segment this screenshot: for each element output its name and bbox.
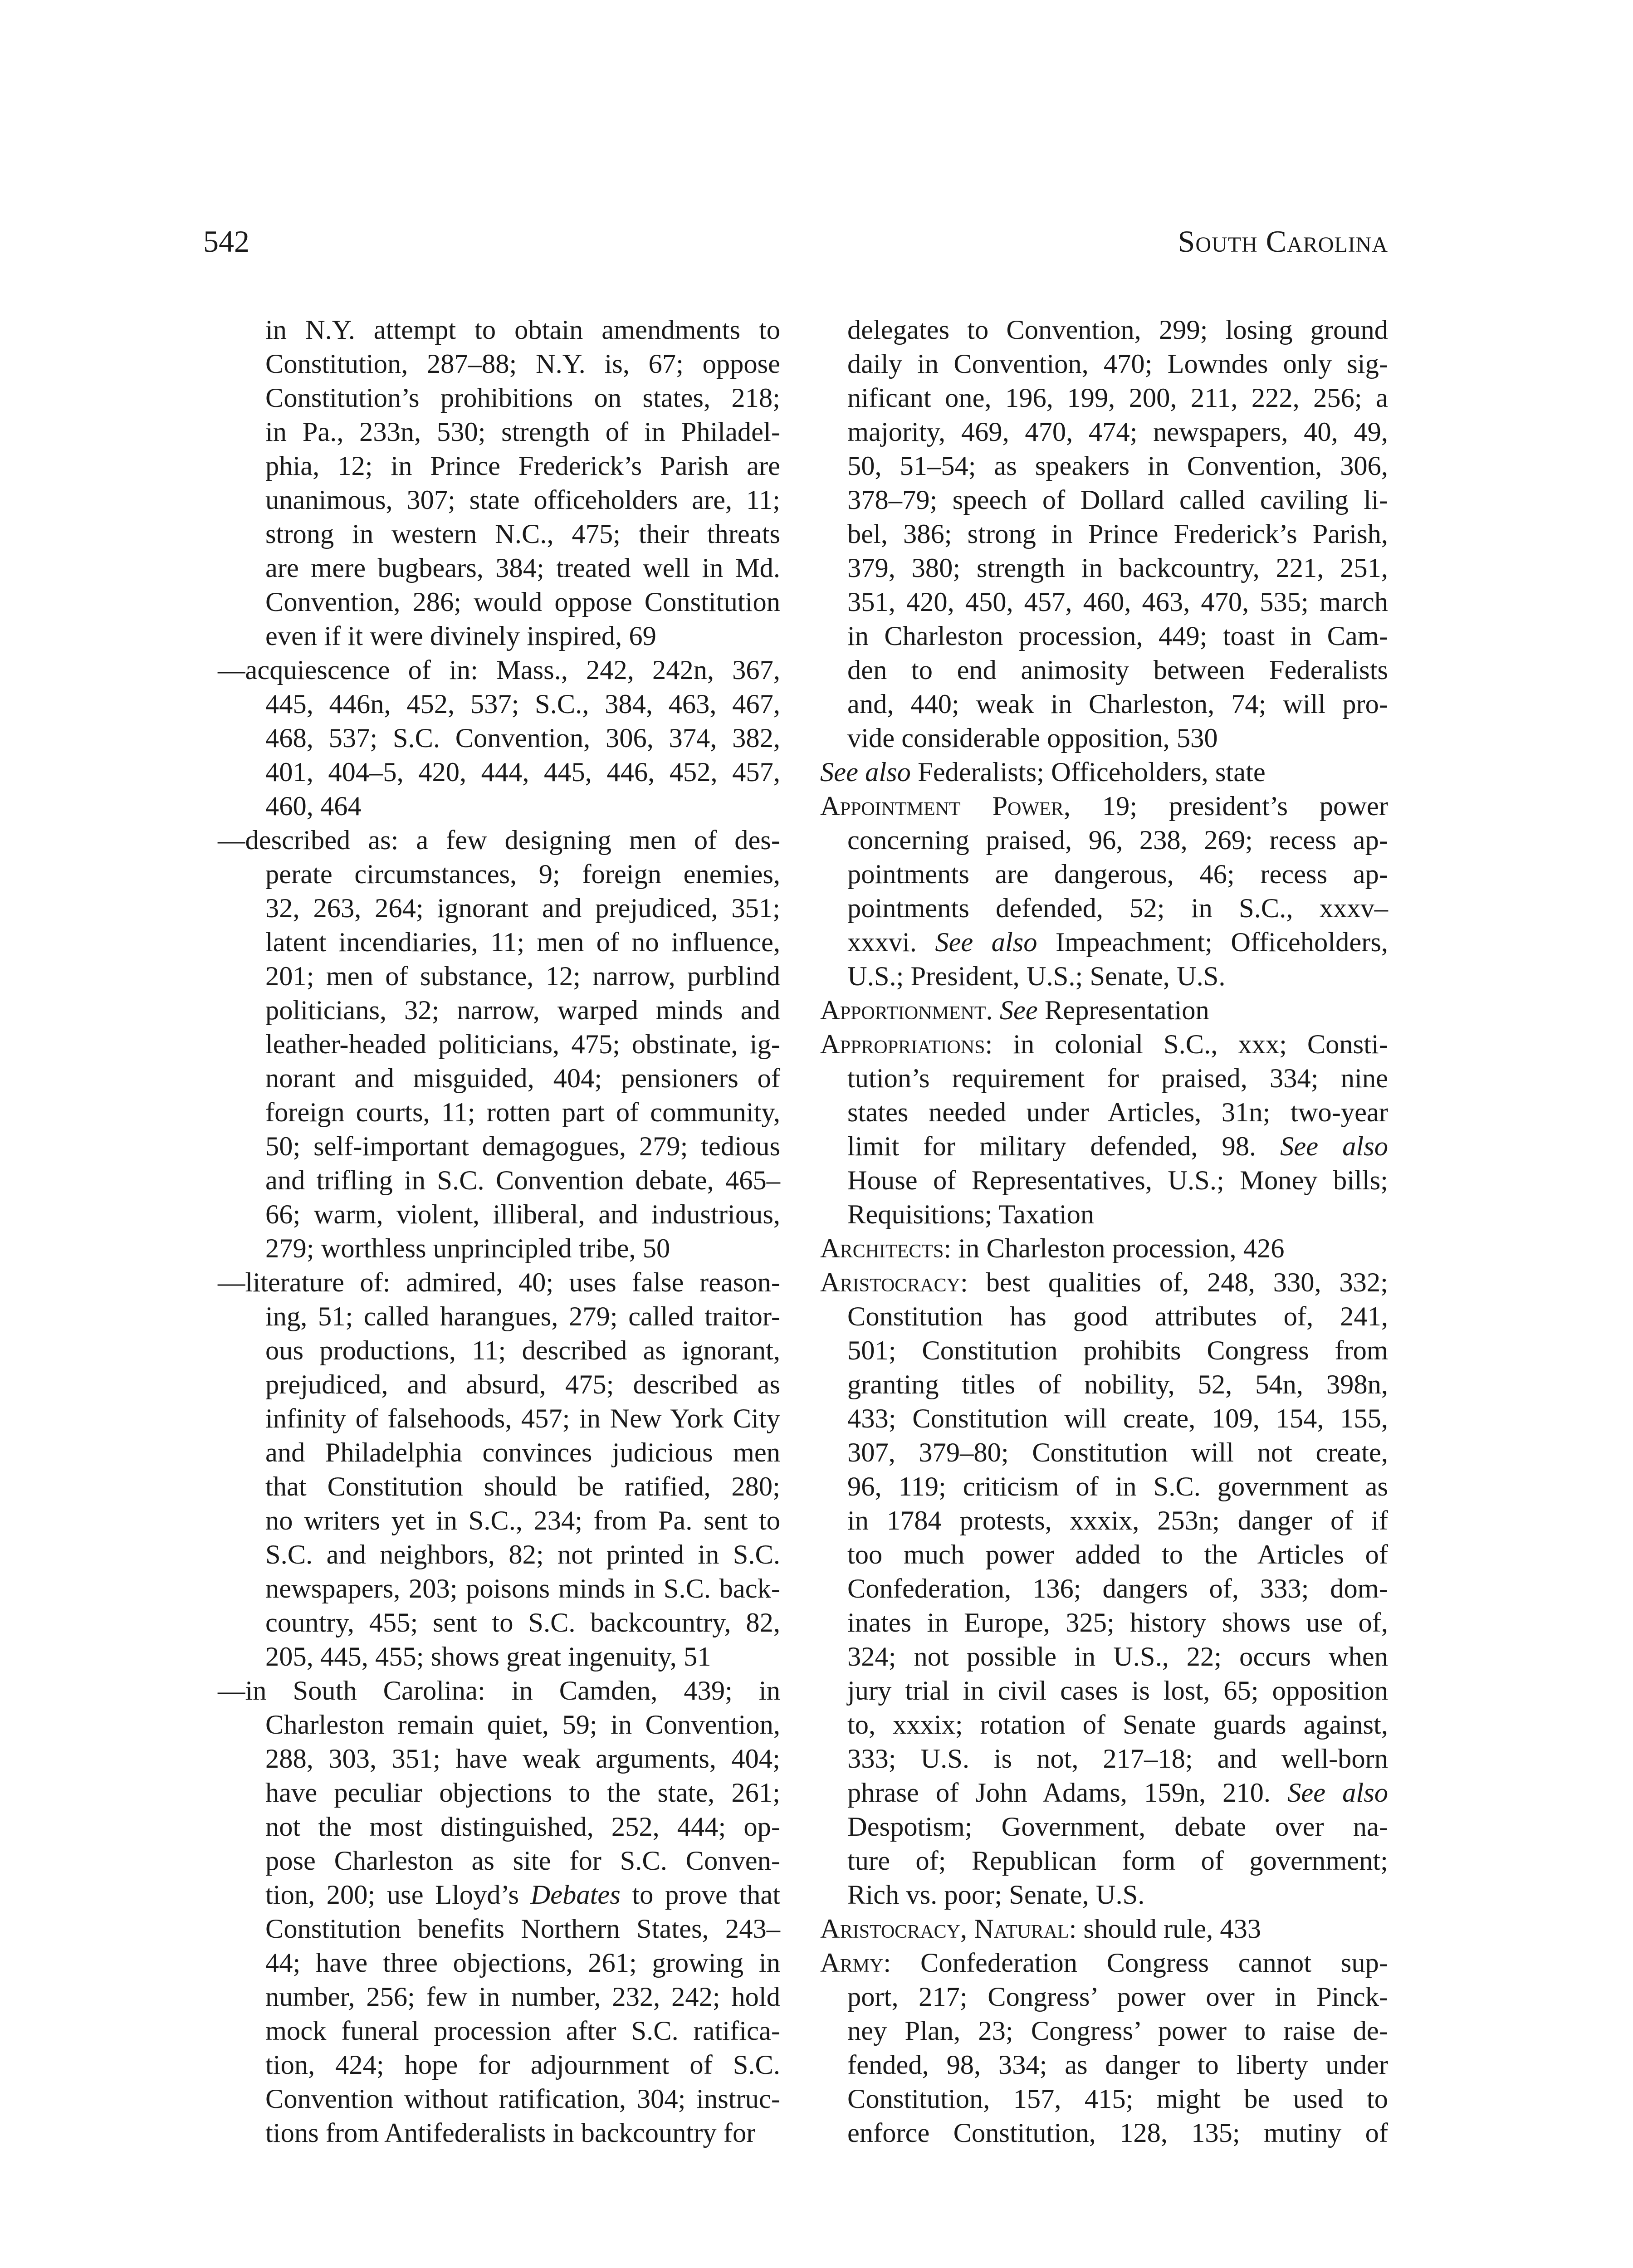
running-head: South Carolina [1178,224,1388,259]
index-text: , 19; president’s power [1063,791,1388,821]
index-line: leather-headed politicians, 475; obstinate, ig- [265,1029,780,1060]
index-line: 445, 446n, 452, 537; S.C., 384, 463, 467, [265,689,780,719]
index-text: 324; not possible in U.S., 22; occurs when [847,1642,1388,1672]
index-text: House of Representatives, U.S.; Money bills; [847,1165,1388,1196]
index-line [820,1300,1388,1334]
index-line [820,1878,1388,1912]
index-line: mock funeral procession after S.C. ratifica- [265,2016,780,2046]
subentry-literature: —literature of: admired, 40; uses false reason- [218,1267,780,1298]
index-entry-head [820,1232,1388,1266]
index-text: ney Plan, 23; Congress’ power to raise de- [847,2016,1388,2046]
index-text: U.S.; President, U.S.; Senate, U.S. [847,961,1226,992]
index-line: not the most distinguished, 252, 444; op- [265,1812,780,1842]
index-line: perate circumstances, 9; foreign enemies, [265,859,780,890]
index-text: xxxvi. [847,927,917,958]
index-line: have peculiar objections to the state, 261; [265,1778,780,1808]
index-text: granting titles of nobility, 52, 54n, 398n, [847,1369,1388,1400]
headword: Appointment Power [820,791,1064,821]
index-entry-head [820,1266,1388,1300]
index-text: ture of; Republican form of government; [847,1846,1388,1876]
italic-title: Debates [530,1880,621,1910]
index-text: . [986,995,993,1026]
index-text: states needed under Articles, 31n; two-year [847,1097,1388,1128]
index-text: Impeachment; Officeholders, [1055,927,1388,958]
index-line: and trifling in S.C. Convention debate, 465– [265,1165,780,1196]
index-line [820,1640,1388,1674]
index-line [820,1470,1388,1504]
index-line [820,2014,1388,2048]
index-text: limit for military defended, 98. [847,1131,1257,1162]
index-text: pointments defended, 52; in S.C., xxxv– [847,893,1388,924]
index-text: phrase of John Adams, 159n, 210. [847,1778,1271,1808]
index-line: number, 256; few in number, 232, 242; hold [265,1982,780,2012]
headword: Apportionment [820,995,986,1026]
index-line [820,1334,1388,1368]
headword: Aristocracy [820,1267,960,1298]
index-line [820,2082,1388,2116]
index-line [820,1606,1388,1640]
index-line: nificant one, 196, 199, 200, 211, 222, 256; a [847,383,1388,413]
index-line: country, 455; sent to S.C. backcountry, 82, [265,1608,780,1638]
index-column-right [820,313,1388,2150]
index-line [820,1708,1388,1742]
index-line: 401, 404–5, 420, 444, 445, 446, 452, 457, [265,757,780,787]
index-line: and Philadelphia convinces judicious men [265,1437,780,1468]
index-text: : in colonial S.C., xxx; Consti- [985,1029,1388,1060]
index-line [820,1163,1388,1198]
index-text: enforce Constitution, 128, 135; mutiny of [847,2118,1388,2148]
index-text: port, 217; Congress’ power over in Pinck- [847,1982,1388,2012]
index-line [820,1674,1388,1708]
index-line: that Constitution should be ratified, 280; [265,1471,780,1502]
index-text: : in Charleston procession, 426 [944,1233,1285,1264]
index-text: concerning praised, 96, 238, 269; recess ap- [847,825,1388,855]
index-text: to prove that [632,1880,781,1910]
index-line: 32, 263, 264; ignorant and prejudiced, 351; [265,893,780,924]
index-line: Constitution benefits Northern States, 243– [265,1914,780,1944]
index-line: no writers yet in S.C., 234; from Pa. sent to [265,1505,780,1536]
index-line [820,1742,1388,1776]
index-line: 50, 51–54; as speakers in Convention, 306, [847,451,1388,481]
index-line [820,1198,1388,1232]
index-text: : best qualities of, 248, 330, 332; [960,1267,1388,1298]
see-also: See also [935,927,1037,958]
index-line: prejudiced, and absurd, 475; described as [265,1369,780,1400]
index-text: Despotism; Government, debate over na- [847,1812,1388,1842]
index-entry-head [820,1946,1388,1980]
index-line: phia, 12; in Prince Frederick’s Parish are [265,451,780,481]
index-text: in 1784 protests, xxxix, 253n; danger of if [847,1505,1388,1536]
index-line: 50; self-important demagogues, 279; tedious [265,1131,780,1162]
index-text: Requisitions; Taxation [847,1199,1095,1230]
index-entry-head [820,1912,1388,1946]
index-line: norant and misguided, 404; pensioners of [265,1063,780,1094]
index-column-left [218,313,781,2150]
index-line: politicians, 32; narrow, warped minds and [265,995,780,1026]
index-line: bel, 386; strong in Prince Frederick’s Parish, [847,519,1388,549]
index-line [820,1095,1388,1129]
index-line [238,1878,780,1912]
index-line [820,2048,1388,2082]
index-line: and, 440; weak in Charleston, 74; will pro- [847,689,1388,719]
index-line: strong in western N.C., 475; their threats [265,519,780,549]
index-text: 96, 119; criticism of in S.C. government as [847,1471,1388,1502]
index-text: jury trial in civil cases is lost, 65; opposition [847,1676,1388,1706]
index-line: are mere bugbears, 384; treated well in Md. [265,553,780,583]
index-line [820,1402,1388,1436]
index-line: 279; worthless unprincipled tribe, 50 [265,1233,670,1264]
index-line: Constitution’s prohibitions on states, 218; [265,383,780,413]
index-text: Constitution has good attributes of, 241, [847,1301,1388,1332]
index-line [820,1061,1388,1095]
index-line [820,1538,1388,1572]
index-line: ing, 51; called harangues, 279; called traitor- [265,1301,780,1332]
index-text: 307, 379–80; Constitution will not create, [847,1437,1388,1468]
index-line: den to end animosity between Federalists [847,655,1388,685]
index-line [820,1810,1388,1844]
index-line [820,1980,1388,2014]
index-line: 201; men of substance, 12; narrow, purblind [265,961,780,992]
index-line: daily in Convention, 470; Lowndes only sig- [847,349,1388,379]
index-line: ous productions, 11; described as ignorant, [265,1335,780,1366]
index-text: Confederation, 136; dangers of, 333; dom- [847,1574,1388,1604]
index-line: 288, 303, 351; have weak arguments, 404; [265,1744,780,1774]
index-line [820,1129,1388,1163]
index-line [820,959,1388,993]
index-line: 205, 445, 455; shows great ingenuity, 51 [265,1642,711,1672]
index-entry-head [820,993,1388,1027]
see-also: See also [1287,1778,1388,1808]
index-line [820,925,1388,959]
index-line: tions from Antifederalists in backcountry for [265,2118,756,2148]
index-text: 501; Constitution prohibits Congress from [847,1335,1388,1366]
index-line: even if it were divinely inspired, 69 [265,621,656,651]
page-number: 542 [203,224,249,259]
index-line: Convention without ratification, 304; instruc- [265,2084,780,2114]
subentry-acquiescence: —acquiescence of in: Mass., 242, 242n, 367, [218,655,780,685]
index-text: pointments are dangerous, 46; recess ap- [847,859,1388,890]
index-line [820,1436,1388,1470]
index-text: too much power added to the Articles of [847,1540,1388,1570]
index-line: 378–79; speech of Dollard called caviling li- [847,485,1388,515]
index-entry-head [820,789,1388,823]
index-text: 333; U.S. is not, 217–18; and well-born [847,1744,1388,1774]
index-line: majority, 469, 470, 474; newspapers, 40, 49, [847,417,1388,447]
index-line: newspapers, 203; poisons minds in S.C. back- [265,1574,780,1604]
index-line: Charleston remain quiet, 59; in Convention, [265,1710,780,1740]
index-text: tution’s requirement for praised, 334; nine [847,1063,1388,1094]
index-text: Federalists; Officeholders, state [918,757,1266,787]
index-line: 460, 464 [265,791,362,821]
index-line: Constitution, 287–88; N.Y. is, 67; oppose [265,349,780,379]
subentry-in-south-carolina: —in South Carolina: in Camden, 439; in [218,1676,780,1706]
index-text: : Confederation Congress cannot sup- [883,1948,1388,1978]
index-text: tion, 200; use Lloyd’s [265,1880,519,1910]
index-line [820,823,1388,857]
cross-reference [820,755,1388,789]
see-also: See also [1280,1131,1389,1162]
index-line: infinity of falsehoods, 457; in New York City [265,1403,780,1434]
index-line: in N.Y. attempt to obtain amendments to [265,315,780,345]
index-line [820,1776,1388,1810]
index-line: foreign courts, 11; rotten part of community, [265,1097,780,1128]
index-line: 66; warm, violent, illiberal, and industrious, [265,1199,780,1230]
index-line: tion, 424; hope for adjournment of S.C. [265,2050,780,2080]
subentry-described-as: —described as: a few designing men of des- [218,825,780,855]
index-line [820,1572,1388,1606]
index-line [820,1844,1388,1878]
index-line: 351, 420, 450, 457, 460, 463, 470, 535; march [847,587,1388,617]
index-text: inates in Europe, 325; history shows use of, [847,1608,1388,1638]
index-line: in Charleston procession, 449; toast in Cam- [847,621,1388,651]
headword: Architects [820,1233,944,1264]
index-line [820,891,1388,925]
index-text: : should rule, 433 [1069,1914,1261,1944]
index-line: vide considerable opposition, 530 [847,723,1218,753]
index-line: in Pa., 233n, 530; strength of in Philadel- [265,417,780,447]
index-line: 44; have three objections, 261; growing in [265,1948,780,1978]
index-text: to, xxxix; rotation of Senate guards against, [847,1710,1388,1740]
index-text: fended, 98, 334; as danger to liberty under [847,2050,1388,2080]
index-text: Representation [1044,995,1209,1026]
index-line [820,1368,1388,1402]
index-line: pose Charleston as site for S.C. Conven- [265,1846,780,1876]
index-line: latent incendiaries, 11; men of no influence, [265,927,780,958]
index-entry-head [820,1027,1388,1061]
index-line [820,1504,1388,1538]
headword: Appropriations [820,1029,985,1060]
index-text: Constitution, 157, 415; might be used to [847,2084,1388,2114]
index-line: delegates to Convention, 299; losing ground [847,315,1388,345]
headword: Aristocracy, Natural [820,1914,1069,1944]
index-line: S.C. and neighbors, 82; not printed in S.C. [265,1540,780,1570]
index-line [820,857,1388,891]
index-line: Convention, 286; would oppose Constitution [265,587,780,617]
index-text: Rich vs. poor; Senate, U.S. [847,1880,1145,1910]
index-line: 468, 537; S.C. Convention, 306, 374, 382, [265,723,780,753]
index-text: 433; Constitution will create, 109, 154, 155, [847,1403,1388,1434]
see-also: See also [820,757,911,787]
see-also: See [999,995,1038,1026]
index-line [820,2116,1388,2150]
index-line: unanimous, 307; state officeholders are, 11; [265,485,780,515]
headword: Army [820,1948,884,1978]
index-line: 379, 380; strength in backcountry, 221, 251, [847,553,1388,583]
